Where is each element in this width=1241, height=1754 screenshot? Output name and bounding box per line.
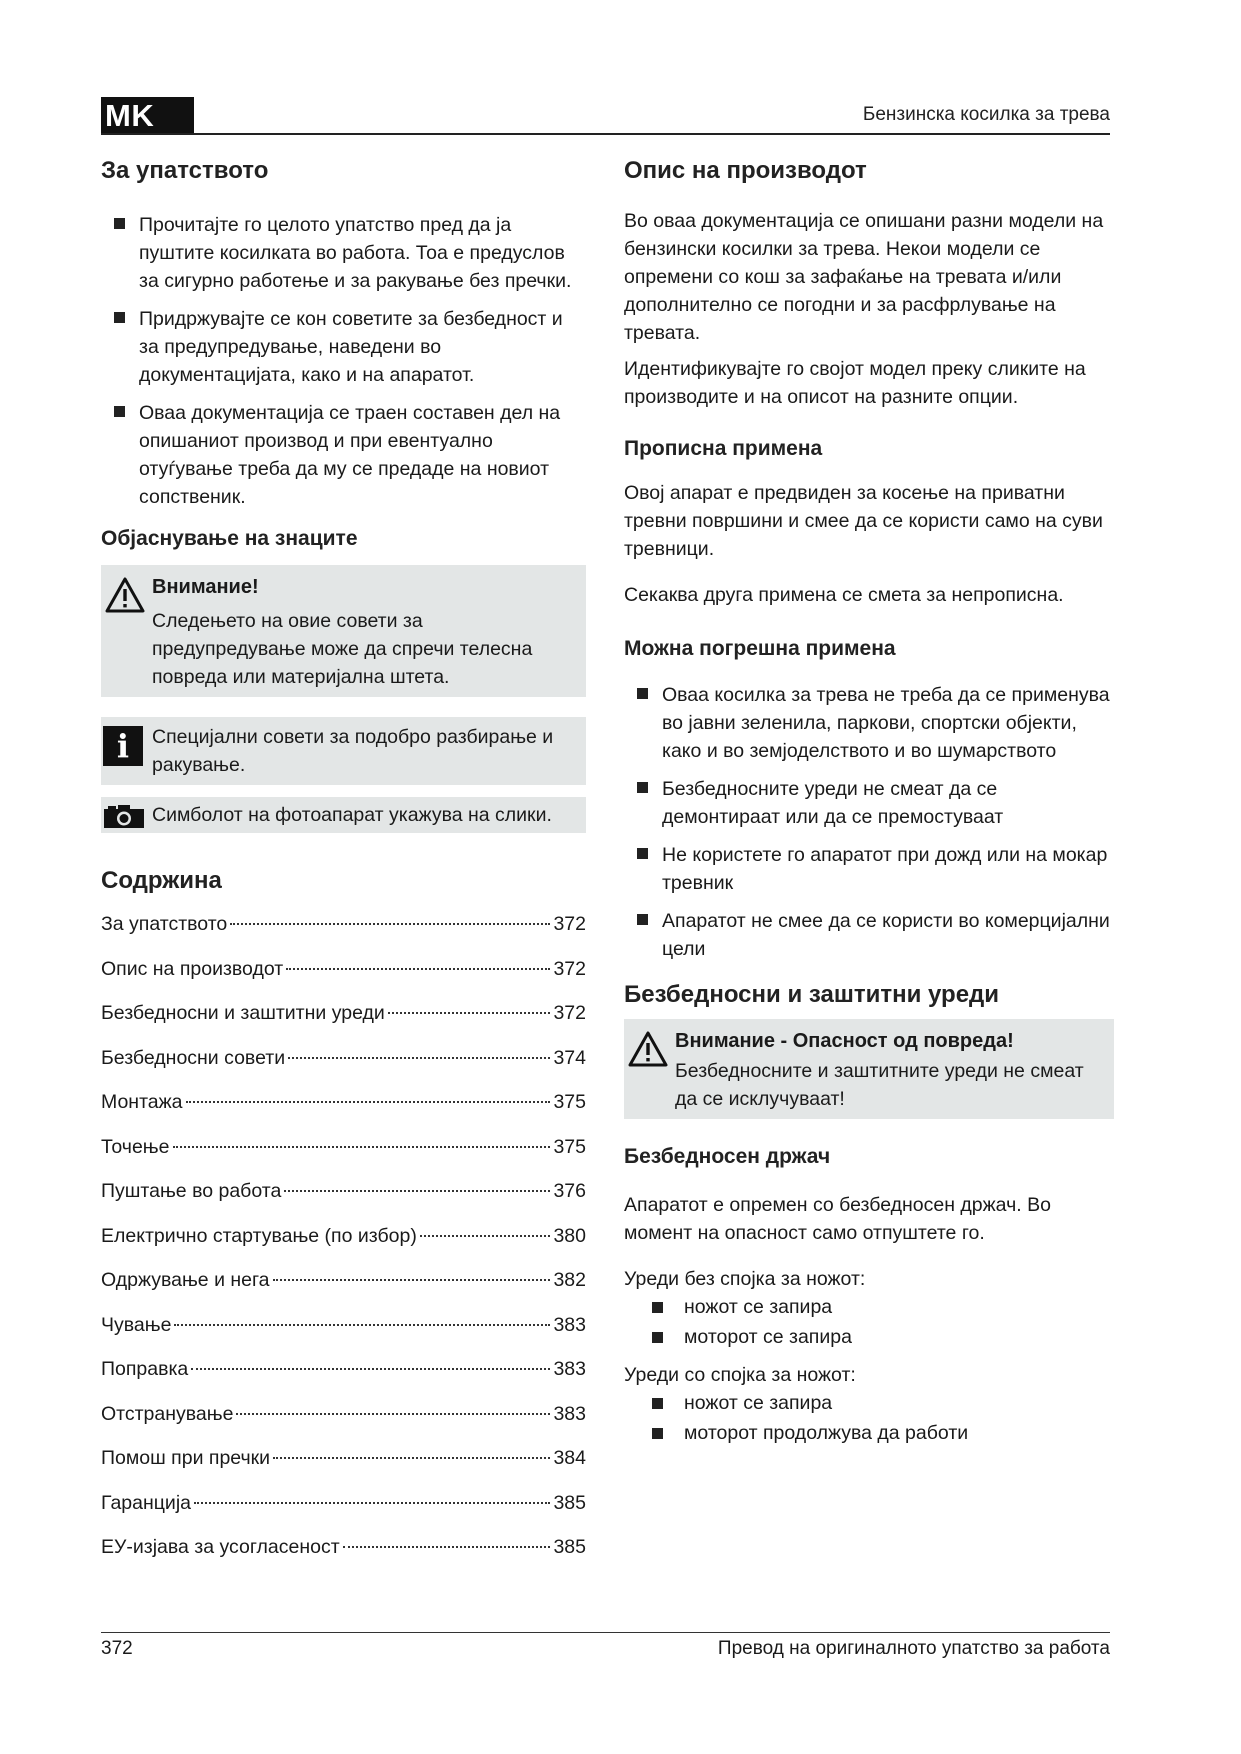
list-item: Оваа косилка за трева не треба да се применува во јавни зеленила, паркови, спортски објекти, како и во земјоделството и во шумарството bbox=[624, 681, 1114, 765]
toc-entry[interactable]: Електрично стартување (по избор) 380 bbox=[101, 1224, 586, 1247]
intended-use-heading: Прописна примена bbox=[624, 437, 823, 460]
list-item: ножот се запира bbox=[624, 1389, 1114, 1417]
product-paragraph: Во оваа документација се опишани разни модели на бензински косилки за трева. Некои модели се опремени со кош за зафаќање на тревата и/или дополнително се погодни и за расфрлување на тревата. bbox=[624, 210, 1104, 344]
toc-entry[interactable]: Поправка 383 bbox=[101, 1358, 586, 1380]
safety-warning-title: Внимание - Опасност од повреда! bbox=[675, 1030, 1014, 1052]
list-item: Оваа документација се траен составен дел на опишаниот производ и при евентуално отуѓување треба да му се предаде на новиот сопственик. bbox=[101, 399, 586, 511]
footer-rule bbox=[101, 1632, 1110, 1633]
toc-entry[interactable]: Безбедносни и заштитни уреди 372 bbox=[101, 1002, 586, 1024]
list-item: моторот продолжува да работи bbox=[624, 1419, 1114, 1447]
square-bullet-icon bbox=[652, 1302, 663, 1313]
list-item: Апаратот не смее да се користи во комерцијални цели bbox=[624, 907, 1114, 963]
intended-use-paragraph-2: Секаква друга примена се смета за непрописна. bbox=[624, 584, 1064, 606]
list-item: Прочитајте го целото упатство пред да ја пуштите косилката во работа. Тоа е предуслов за сигурно работење и за ракување без пречки. bbox=[101, 211, 586, 295]
toc-entry[interactable]: Помош при пречки 384 bbox=[101, 1447, 586, 1469]
toc-entry[interactable]: Опис на производот 372 bbox=[101, 957, 586, 980]
safety-handle-heading: Безбедносен држач bbox=[624, 1145, 831, 1168]
left-column bbox=[101, 155, 586, 1581]
square-bullet-icon bbox=[637, 688, 648, 699]
toc-entry[interactable]: За упатството 372 bbox=[101, 913, 586, 935]
warning-box bbox=[101, 565, 586, 697]
about-bullet-list bbox=[101, 211, 586, 511]
toc-entry[interactable]: Отстранување 383 bbox=[101, 1402, 586, 1425]
list-item: Придржувајте се кон советите за безбедност и за предупредување, наведени во документацијата, како и на апаратот. bbox=[101, 305, 586, 389]
header-rule bbox=[101, 133, 1110, 135]
warning-title: Внимание! bbox=[152, 576, 259, 598]
camera-text: Симболот на фотоапарат укажува на слики. bbox=[152, 804, 552, 826]
square-bullet-icon bbox=[637, 914, 648, 925]
product-heading: Опис на производот bbox=[624, 157, 867, 184]
without-clutch-list bbox=[624, 1293, 1114, 1351]
info-text: Специјални совети за подобро разбирање и ракување. bbox=[152, 726, 554, 776]
footer-text: Превод на оригиналното упатство за работа bbox=[717, 1638, 1110, 1659]
toc-entry[interactable]: Пуштање во работа 376 bbox=[101, 1180, 586, 1202]
list-item: моторот се запира bbox=[624, 1323, 1114, 1351]
signs-heading: Објаснување на знаците bbox=[101, 527, 358, 550]
toc-entry[interactable]: Безбедносни совети 374 bbox=[101, 1046, 586, 1069]
toc-entry[interactable]: ЕУ-изјава за усогласеност 385 bbox=[101, 1536, 586, 1558]
toc-entry[interactable]: Одржување и нега 382 bbox=[101, 1269, 586, 1291]
safety-devices-heading: Безбедносни и заштитни уреди bbox=[624, 981, 1000, 1008]
toc-entry[interactable]: Монтажа 375 bbox=[101, 1091, 586, 1113]
square-bullet-icon bbox=[114, 312, 125, 323]
square-bullet-icon bbox=[637, 848, 648, 859]
warning-triangle-icon bbox=[628, 1031, 668, 1067]
camera-note-box bbox=[101, 797, 586, 833]
with-clutch-list bbox=[624, 1389, 1114, 1447]
intended-use-paragraph: Овој апарат е предвиден за косење на приватни тревни површини и смее да се користи само на суви тревници. bbox=[624, 482, 1103, 560]
safety-warning-text: Безбедносните и заштитните уреди не смеат да се исклучуваат! bbox=[675, 1060, 1084, 1110]
warning-triangle-icon bbox=[105, 577, 145, 613]
list-item: Не користете го апаратот при дожд или на мокар тревник bbox=[624, 841, 1114, 897]
misuse-bullet-list bbox=[624, 681, 1114, 963]
square-bullet-icon bbox=[114, 218, 125, 229]
without-clutch-label: Уреди без спојка за ножот: bbox=[624, 1268, 866, 1290]
square-bullet-icon bbox=[637, 782, 648, 793]
square-bullet-icon bbox=[114, 406, 125, 417]
misuse-heading: Можна погрешна примена bbox=[624, 637, 896, 660]
about-heading: За упатството bbox=[101, 157, 269, 184]
toc-heading: Содржина bbox=[101, 867, 222, 894]
warning-text: Следењето на овие совети за предупредување може да спречи телесна повреда или материјална штета. bbox=[152, 610, 533, 688]
right-column bbox=[624, 155, 1114, 1449]
toc-entry[interactable]: Гаранција 385 bbox=[101, 1491, 586, 1514]
camera-icon bbox=[103, 805, 145, 829]
list-item: ножот се запира bbox=[624, 1293, 1114, 1321]
info-icon: i bbox=[103, 726, 143, 766]
page-number: 372 bbox=[101, 1638, 133, 1659]
product-paragraph-2: Идентификувајте го својот модел преку сликите на производите и на описот на разните опции. bbox=[624, 358, 1086, 408]
toc-entry[interactable]: Точење 375 bbox=[101, 1135, 586, 1158]
list-item: Безбедносните уреди не смеат да се демонтираат или да се премостуваат bbox=[624, 775, 1114, 831]
safety-handle-paragraph: Апаратот е опремен со безбедносен држач. Во момент на опасност само отпуштете го. bbox=[624, 1194, 1051, 1244]
header-title: Бензинска косилка за трева bbox=[862, 104, 1110, 125]
safety-warning-box bbox=[624, 1019, 1114, 1119]
square-bullet-icon bbox=[652, 1332, 663, 1343]
toc-entry[interactable]: Чување 383 bbox=[101, 1313, 586, 1336]
with-clutch-label: Уреди со спојка за ножот: bbox=[624, 1364, 856, 1386]
square-bullet-icon bbox=[652, 1428, 663, 1439]
square-bullet-icon bbox=[652, 1398, 663, 1409]
language-badge: MK bbox=[101, 97, 194, 134]
table-of-contents bbox=[101, 913, 586, 1581]
info-box bbox=[101, 717, 586, 785]
